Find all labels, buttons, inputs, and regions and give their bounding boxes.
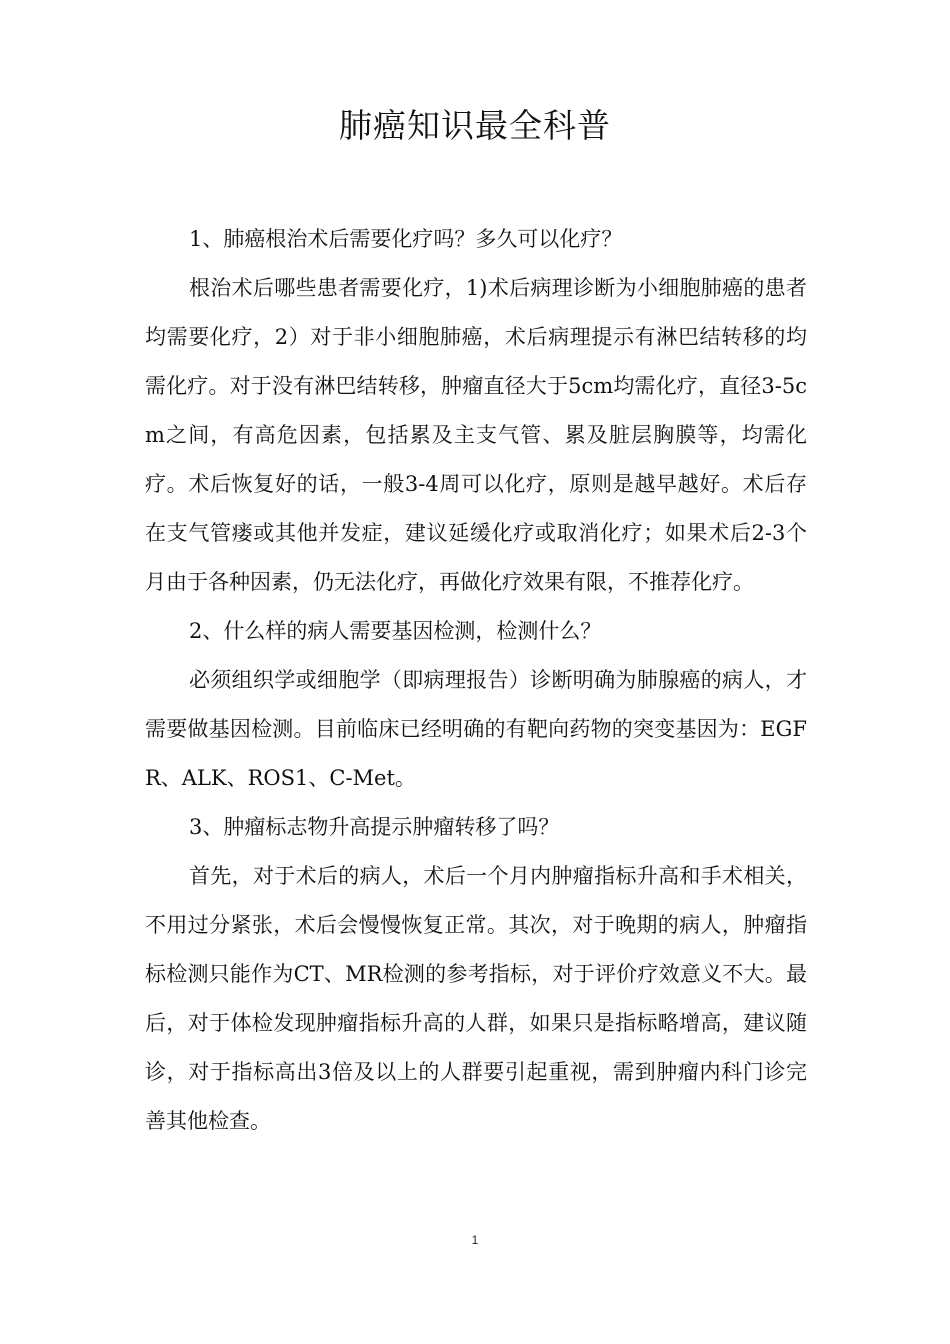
question-3-heading: 3、肿瘤标志物升高提示肿瘤转移了吗？ (189, 815, 560, 839)
page-number: 1 (471, 1233, 479, 1247)
question-2-heading: 2、什么样的病人需要基因检测，检测什么？ (189, 619, 602, 643)
question-1-heading: 1、肺癌根治术后需要化疗吗？多久可以化疗？ (189, 227, 623, 251)
answer-1-paragraph: 根治术后哪些患者需要化疗，1)术后病理诊断为小细胞肺癌的患者均需要化疗，2）对于非小细胞肺癌，术后病理提示有淋巴结转移的均需化疗。对于没有淋巴结转移，肿瘤直径大于5cm均需化疗，直径3-5cm之间，有高危因素，包括累及主支气管、累及脏层胸膜等，均需化疗。术后恢复好的话，一般3-4周可以化疗，原则是越早越好。术后存在支气管瘘或其他并发症，建议延缓化疗或取消化疗；如果术后2-3个月由于各种因素，仍无法化疗，再做化疗效果有限，不推荐化疗。 (145, 276, 807, 594)
document-title: 肺癌知识最全科普 (339, 106, 611, 145)
answer-2-paragraph: 必须组织学或细胞学（即病理报告）诊断明确为肺腺癌的病人，才需要做基因检测。目前临床已经明确的有靶向药物的突变基因为：EGFR、ALK、ROS1、C-Met。 (145, 668, 807, 790)
document-body (145, 215, 807, 1146)
answer-3-paragraph: 首先，对于术后的病人，术后一个月内肿瘤指标升高和手术相关，不用过分紧张，术后会慢慢恢复正常。其次，对于晚期的病人，肿瘤指标检测只能作为CT、MR检测的参考指标，对于评价疗效意义不大。最后，对于体检发现肿瘤指标升高的人群，如果只是指标略增高，建议随诊，对于指标高出3倍及以上的人群要引起重视，需到肿瘤内科门诊完善其他检查。 (145, 864, 807, 1133)
